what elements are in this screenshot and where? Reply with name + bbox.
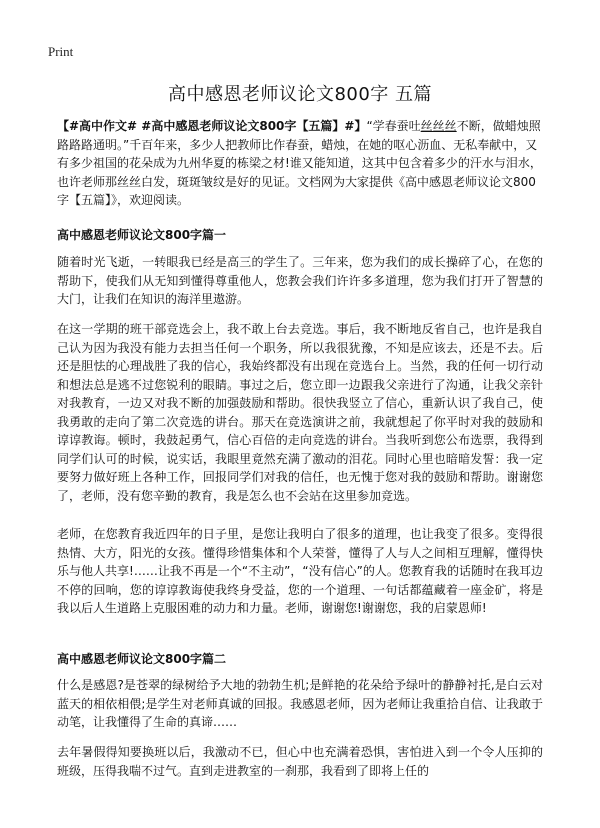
intro-tag: 【#高中作文# #高中感恩老师议论文800字【五篇】#】 [57,119,367,133]
intro-paragraph [57,117,543,210]
section2-paragraph-2: 去年暑假得知要换班以后，我激动不已，但心中也充满着恐惧，害怕进入到一个令人压抑的班级，压得我喘不过气。直到走进教室的一刹那，我看到了即将上任的 [57,745,543,778]
section1-heading: 高中感恩老师议论文800字篇一 [57,228,227,242]
section2-heading: 高中感恩老师议论文800字篇二 [57,652,227,666]
intro-underlined: 丝丝丝 [420,119,457,133]
section2-paragraph-1: 什么是感恩?是苍翠的绿树给予大地的勃勃生机;是鲜艳的花朵给予绿叶的静静衬托,是白云对蓝天的相依相偎;是学生对老师真诚的回报。我感恩老师，因为老师让我重拾自信、让我敢于动笔，让我懂得了生命的真谛…… [57,678,543,729]
intro-quote-start: “学春蚕吐 [366,119,421,133]
section1-paragraph-2: 在这一学期的班干部竞选会上，我不敢上台去竞选。事后，我不断地反省自己，也许是我自己认为因为我没有能力去担当任何一个职务，所以我很犹豫，不知是应该去，还是不去。后还是胆怯的心理战胜了我的信心，我始终都没有出现在竞选台上。当然，我的任何一切行动和想法总是逃不过您锐利的眼睛。事过之后，您立即一边跟我父亲进行了沟通，让我父亲针对我教育，一边又对我不断的加强鼓励和帮助。很快我竖立了信心，重新认识了我自己，使我勇敢的走向了第二次竞选的讲台。那天在竞选演讲之前，我就想起了你平时对我的鼓励和谆谆教诲。顿时，我鼓起勇气，信心百倍的走向竞选的讲台。当我听到您公布选票，我得到同学们认可的时候，说实话，我眼里竟然充满了激动的泪花。同时心里也暗暗发誓：我一定要努力做好班上各种工作，回报同学们对我的信任，也无愧于您对我的鼓励和帮助。谢谢您了，老师，没有您辛勤的教育，我是怎么也不会站在这里参加竞选。 [57,322,543,503]
section1-paragraph-3: 老师，在您教育我近四年的日子里，是您让我明白了很多的道理，也让我变了很多。变得很热情、大方，阳光的女孩。懂得珍惜集体和个人荣誉，懂得了人与人之间相互理解，懂得快乐与他人共享!……让我不再是一个“不主动”，“没有信心”的人。您教育我的话随时在我耳边不停的回响，您的谆谆教诲使我终身受益，您的一个道理、一句话都蕴藏着一座金矿，将是我以后人生道路上克服困难的动力和力量。老师，谢谢您!谢谢您，我的启蒙恩师! [57,527,543,615]
page-title: 高中感恩老师议论文800字 五篇 [167,84,433,105]
intro-rest: 不断，做蜡烛照路路路通明。”千百年来，多少人把教师比作春蚕，蜡烛，在她的呕心沥血、无私奉献中，又有多少祖国的花朵成为九州华夏的栋梁之材!谁又能知道，这其中包含着多少的汗水与泪水，也许老师那丝丝白发，斑斑皱纹是好的见证。文档网为大家提供《高中感恩老师议论文800字【五篇】》，欢迎阅读。 [57,119,542,207]
print-label[interactable]: Print [48,44,74,59]
section1-paragraph-1: 随着时光飞逝，一转眼我已经是高三的学生了。三年来，您为我们的成长操碎了心，在您的帮助下，使我们从无知到懂得尊重他人，您教会我们许许多多道理，您为我们打开了智慧的大门，让我们在知识的海洋里遨游。 [57,255,543,306]
